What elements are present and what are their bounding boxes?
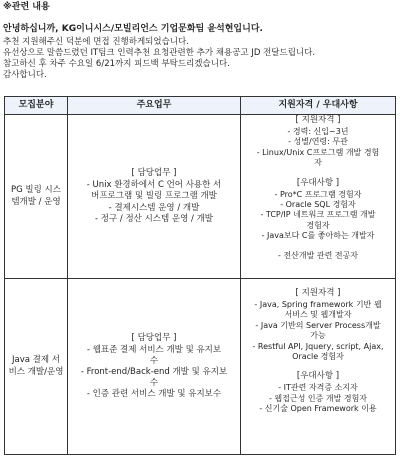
- requirement-line: - Java, Spring framework 기반 웹: [254, 300, 382, 310]
- duty-line: - 인증 관련 서비스 개발 및 유지보수: [86, 389, 222, 400]
- duty-line: 버프로그램 및 빌링 프로그램 개발: [91, 191, 217, 202]
- duty-line: 수: [149, 355, 159, 366]
- intro-line: 감사합니다.: [3, 69, 47, 80]
- duties-heading: [ 담당업무 ]: [131, 168, 177, 179]
- preferred-line: - Oracle SQL 경험자: [280, 200, 356, 210]
- requirement-line: - 경력: 신입~3년: [287, 127, 349, 137]
- duties-heading: [ 담당업무 ]: [131, 332, 177, 343]
- header-duties: 주요업무: [68, 97, 241, 115]
- field-text: Java 결제 서: [12, 355, 60, 366]
- duties-cell: [68, 279, 241, 455]
- preferred-line: - IT관련 자격증 소지자: [278, 383, 358, 393]
- duty-line: 수: [149, 378, 159, 389]
- preferred-line: - TCP/IP 네트워크 프로그램 개발: [260, 210, 376, 220]
- intro-line: 유선상으로 말씀드렸던 IT팀크 인력추천 요청관련한 추가 채용공고 JD 전달드립니다.: [3, 47, 316, 58]
- duty-line: - Front-end/Back-end 개발 및 유지보: [80, 367, 228, 377]
- table-header-row: [5, 97, 396, 115]
- table-row: [5, 115, 396, 279]
- table-row: [5, 279, 396, 455]
- preferred-line: - Pro*C 프로그램 경험자: [274, 189, 362, 199]
- preferred-line: - Java보다 C를 좋아하는 개발자: [261, 231, 375, 241]
- duty-line: - 정구 / 정산 시스템 운영 / 개발: [94, 213, 214, 224]
- requirement-line: - Linux/Unix C프로그램 개발 경험: [256, 147, 380, 157]
- requirement-line: - Java 기반의 Server Process개발: [255, 320, 381, 330]
- requirements-cell: [241, 279, 396, 455]
- duty-line: - 결제시스템 운영 / 개발: [108, 202, 200, 213]
- intro-line: 추천 지원해주신 덕분에 면접 진행하게되었습니다.: [3, 36, 189, 47]
- field-text: 템개발 / 운영: [11, 196, 61, 207]
- intro-line: 참고하신 후 차주 수요일 6/21까지 피드백 부탁드리겠습니다.: [3, 58, 230, 69]
- requirement-line: - 성별/연령: 무관: [288, 137, 348, 147]
- requirements-heading: [ 지원자격 ]: [295, 288, 341, 298]
- requirements-heading: [ 지원자격 ]: [295, 115, 341, 125]
- job-table: [4, 96, 396, 455]
- duties-cell: [68, 115, 241, 279]
- intro-text: [3, 24, 397, 81]
- greeting-line: 안녕하십니까, KG이니시스/모빌리언스 기업문화팀 윤석현입니다.: [3, 24, 263, 34]
- field-cell: [5, 115, 68, 279]
- header-requirements: 지원자격 / 우대사항: [241, 97, 396, 115]
- requirements-cell: [241, 115, 396, 279]
- requirement-line: Oracle 경험자: [292, 352, 344, 361]
- preferred-line: - 웹접근성 인증 개발 경험자: [268, 393, 368, 403]
- duty-line: - 웹표준 결제 서비스 개발 및 유지보: [86, 344, 222, 355]
- requirement-line: 서비스 및 웹개발자: [284, 310, 352, 320]
- preferred-heading: [우대사항 ]: [296, 371, 340, 382]
- field-text: 비스 개발/운영: [8, 366, 64, 377]
- requirement-line: - Restful API, Jquery, script, Ajax,: [252, 341, 384, 351]
- requirement-line: 가능: [310, 331, 326, 341]
- preferred-line: 경험자: [306, 220, 330, 230]
- field-cell: [5, 279, 68, 455]
- duty-line: - Unix 환경하에서 C 언어 사용한 서: [86, 180, 222, 191]
- requirement-line: 자: [314, 158, 322, 168]
- preferred-line: - 전산개발 관련 전공자: [277, 250, 359, 260]
- preferred-line: - 신기술 Open Framework 이용: [259, 404, 377, 414]
- preferred-heading: [우대사항 ]: [296, 177, 340, 188]
- section-title: ※관련 내용: [3, 2, 50, 12]
- field-text: PG 빌링 시스: [11, 185, 61, 196]
- header-field: 모집분야: [5, 97, 68, 115]
